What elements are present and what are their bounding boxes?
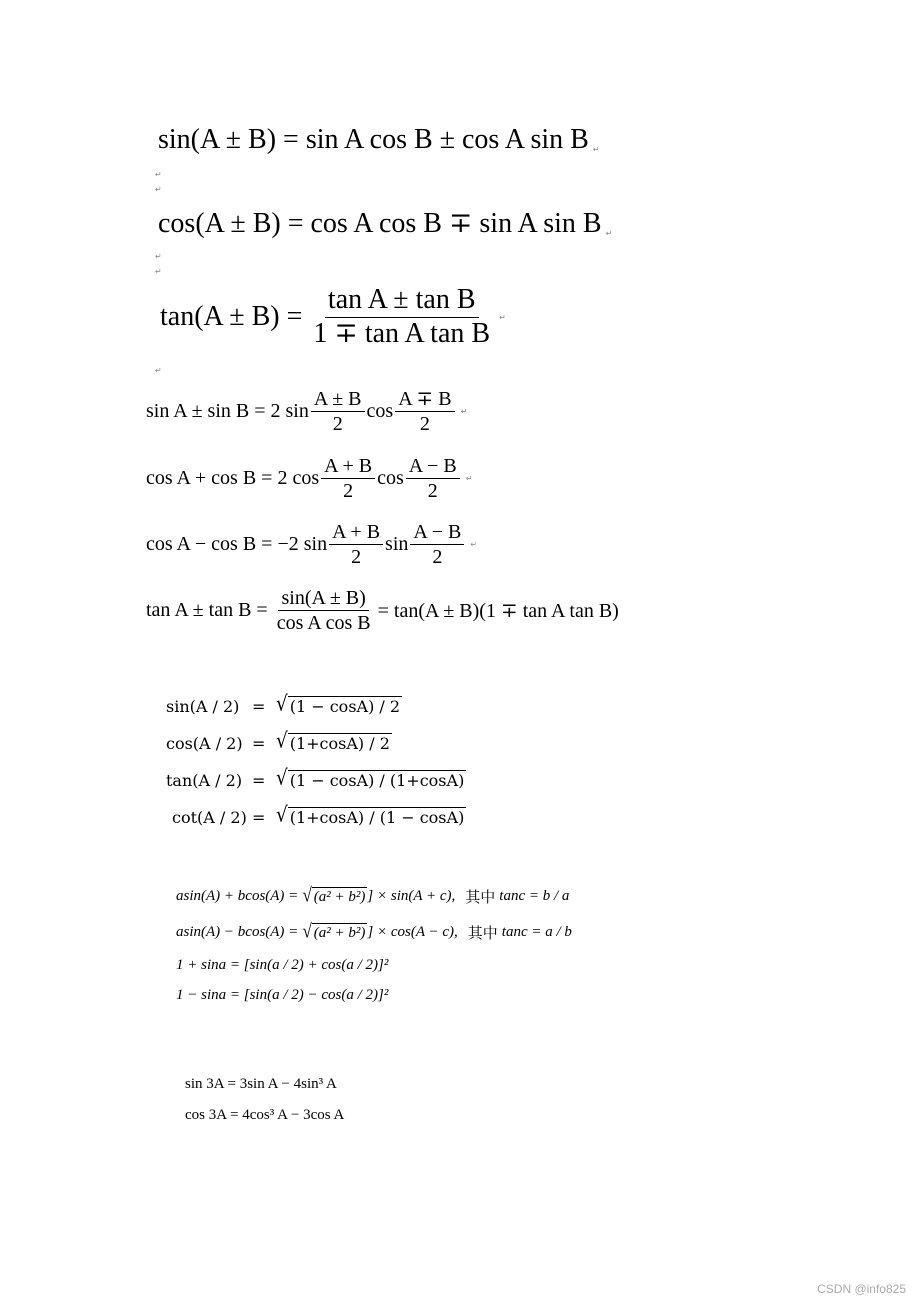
equals-sign: = [252,771,266,790]
formula-cos-sum [158,206,612,240]
paragraph-mark: ↵ [155,185,162,194]
square-root: √ (a² + b²) [302,883,366,906]
formula-mid: cos [366,400,394,422]
formula-aux-sin [176,883,570,907]
numerator: A + B [329,521,383,545]
formula-triple-cos: cos 3A = 4cos³ A − 3cos A [185,1107,345,1123]
fraction [406,455,460,502]
formula-half-sin [166,692,402,717]
formula-aux-cos [176,919,572,943]
radicand: (a² + b²) [313,924,366,941]
paragraph-mark: ↵ [460,407,468,416]
fraction [321,455,375,502]
formula-one-minus-sin: 1 − sina = [sin(a / 2) − cos(a / 2)]² [176,987,389,1003]
formula-lhs: sin(A / 2) [166,697,240,716]
formula-lhs: sin A ± sin B = 2 sin [146,400,309,422]
paragraph-mark: ↵ [470,540,478,549]
radicand: (1+cosA) / 2 [289,734,390,753]
formula-cos-plus-product [146,455,472,502]
formula-mid: cos [377,467,404,489]
formula-tan-sum-product [146,587,619,634]
square-root: √ (1 − cosA) / 2 [276,692,401,717]
equals-sign: = [252,734,266,753]
denominator: 2 [427,480,438,502]
paragraph-mark: ↵ [155,366,162,375]
formula-condition: tanc = a / b [501,924,572,940]
numerator: A + B [321,455,375,479]
note-label: 其中 [467,924,498,942]
paragraph-mark: ↵ [605,229,613,238]
denominator: 2 [343,480,354,502]
paragraph-mark: ↵ [155,252,162,261]
denominator: cos A cos B [276,612,371,634]
fraction [329,521,383,568]
denominator: 2 [432,546,443,568]
fraction [410,521,464,568]
formula-rest: ] × sin(A + c), [367,888,456,904]
fraction [274,587,374,634]
formula-lhs: tan A ± tan B = [146,599,268,621]
formula-half-tan [166,766,466,791]
formula-lhs: cos A + cos B = 2 cos [146,467,320,489]
paragraph-mark: ↵ [465,474,473,483]
formula-triple-sin: sin 3A = 3sin A − 4sin³ A [185,1076,337,1092]
radicand: (a² + b²) [313,888,366,905]
numerator: A ± B [311,388,365,412]
formula-rest: ] × cos(A − c), [367,924,458,940]
formula-sin-sum [158,124,600,156]
paragraph-mark: ↵ [592,145,600,154]
numerator: A − B [406,455,460,479]
formula-one-plus-sin: 1 + sina = [sin(a / 2) + cos(a / 2)]² [176,957,389,973]
formula-text: cos(A ± B) = cos A cos B ∓ sin A sin B [158,208,602,239]
note-label: 其中 [465,888,496,906]
formula-lhs: cos A − cos B = −2 sin [146,533,328,555]
numerator: A ∓ B [395,388,454,412]
square-root: √ (1+cosA) / (1 − cosA) [276,803,465,828]
paragraph-mark: ↵ [155,267,162,276]
formula-rhs: = tan(A ± B)(1 ∓ tan A tan B) [377,600,619,622]
paragraph-mark: ↵ [155,170,162,179]
formula-lhs: cos(A / 2) [166,734,243,753]
formula-lhs: asin(A) + bcos(A) = [176,888,299,904]
formula-condition: tanc = b / a [499,888,570,904]
equals-sign: = [252,697,266,716]
numerator: sin(A ± B) [278,587,368,611]
denominator: 2 [419,413,430,435]
denominator: 2 [351,546,362,568]
denominator: 2 [332,413,343,435]
formula-text: sin(A ± B) = sin A cos B ± cos A sin B [158,124,589,155]
fraction [395,388,454,435]
radicand: (1+cosA) / (1 − cosA) [289,808,465,827]
numerator: A − B [410,521,464,545]
equals-sign: = [252,808,266,827]
formula-half-cot [172,803,466,828]
square-root: √ (1+cosA) / 2 [276,729,390,754]
formula-mid: sin [385,533,409,555]
formula-lhs: cot(A / 2) [172,808,247,827]
formula-tan-sum [160,285,506,350]
formula-sin-sum-product [146,388,467,435]
formula-cos-minus-product [146,521,477,568]
watermark: CSDN @info825 [817,1282,906,1296]
square-root: √ (a² + b²) [302,919,366,942]
formula-lhs: tan(A ± B) = [160,301,303,333]
formula-half-cos [166,729,392,754]
square-root: √ (1 − cosA) / (1+cosA) [276,766,465,791]
formula-lhs: tan(A / 2) [166,771,243,790]
paragraph-mark: ↵ [499,312,506,322]
formula-lhs: asin(A) − bcos(A) = [176,924,299,940]
radicand: (1 − cosA) / 2 [289,697,401,716]
radicand: (1 − cosA) / (1+cosA) [289,771,465,790]
denominator: 1 ∓ tan A tan B [313,317,491,349]
fraction [311,388,365,435]
numerator: tan A ± tan B [325,285,479,318]
fraction [310,285,493,350]
